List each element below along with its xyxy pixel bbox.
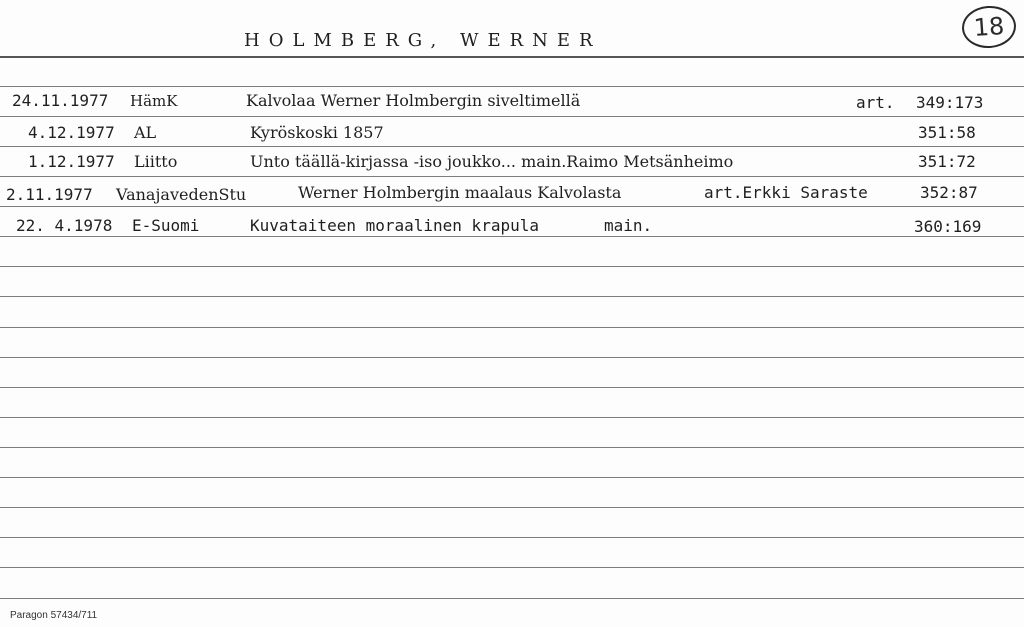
entry-source: VanajavedenStu: [116, 185, 247, 204]
entry-source: Liitto: [134, 152, 178, 171]
entry-type: art.: [856, 93, 895, 112]
ruled-line: [0, 417, 1024, 418]
entry-type: main.: [604, 216, 653, 235]
entry-reference: 351:72: [918, 152, 976, 171]
entry-reference: 351:58: [918, 123, 976, 142]
entry-date: 24.11.1977: [12, 91, 109, 110]
entry-title: Kuvataiteen moraalinen krapula: [250, 216, 539, 235]
entry-date: 22. 4.1978: [16, 216, 113, 235]
ruled-line: [0, 477, 1024, 478]
ruled-line: [0, 387, 1024, 388]
entry-type: art.Erkki Saraste: [704, 183, 868, 202]
entry-source: AL: [134, 123, 157, 142]
entry-title: Werner Holmbergin maalaus Kalvolasta: [298, 183, 622, 202]
entry-date: 2.11.1977: [6, 185, 93, 204]
ruled-line: [0, 598, 1024, 599]
ruled-line: [0, 266, 1024, 267]
entry-date: 4.12.1977: [28, 123, 115, 142]
form-footer: Paragon 57434/711: [10, 610, 98, 621]
entry-reference: 349:173: [916, 93, 984, 112]
entry-source: HämK: [130, 92, 178, 110]
ruled-line: [0, 116, 1024, 117]
entry-title: Kalvolaa Werner Holmbergin siveltimellä: [246, 91, 581, 110]
entry-title: Unto täällä-kirjassa -iso joukko... main.Raimo Metsänheimo: [250, 152, 734, 171]
ruled-line: [0, 206, 1024, 207]
ruled-line: [0, 447, 1024, 448]
card-title: HOLMBERG, WERNER: [244, 30, 602, 51]
ruled-line: [0, 327, 1024, 328]
ruled-line: [0, 86, 1024, 87]
ruled-line: [0, 537, 1024, 538]
ruled-line: [0, 567, 1024, 568]
ruled-line: [0, 357, 1024, 358]
ruled-line: [0, 236, 1024, 237]
entry-reference: 352:87: [920, 183, 978, 202]
ruled-line: [0, 146, 1024, 147]
ruled-line: [0, 56, 1024, 58]
ruled-line: [0, 507, 1024, 508]
entry-source: E-Suomi: [132, 216, 200, 235]
entry-reference: 360:169: [914, 217, 982, 236]
card-number-circle: 18: [961, 4, 1018, 50]
ruled-line: [0, 176, 1024, 177]
entry-title: Kyröskoski 1857: [250, 123, 384, 142]
ruled-line: [0, 296, 1024, 297]
entry-date: 1.12.1977: [28, 152, 115, 171]
